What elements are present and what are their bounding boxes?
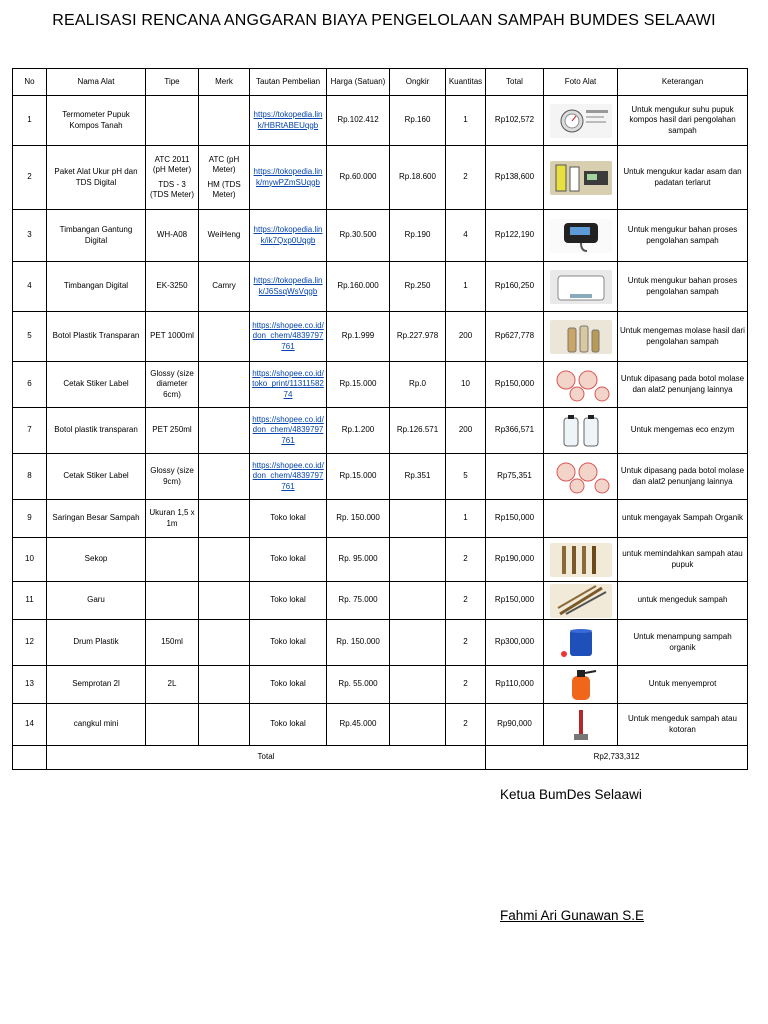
purchase-link-cell xyxy=(250,454,327,500)
item-type-text: 2L xyxy=(167,679,177,689)
item-photo xyxy=(544,362,618,408)
item-note: Untuk mengukur suhu pupuk kompos hasil dari pengolahan sampah xyxy=(618,96,748,146)
table-row xyxy=(13,96,748,146)
shipping-cost: Rp.0 xyxy=(390,362,446,408)
row-no: 3 xyxy=(13,210,47,262)
item-photo xyxy=(544,666,618,704)
item-brand-text: ATC (pH Meter) xyxy=(208,154,240,174)
row-total: Rp150,000 xyxy=(486,362,544,408)
item-brand xyxy=(199,146,250,210)
shipping-cost xyxy=(390,666,446,704)
item-type-text: ATC 2011 (pH Meter) xyxy=(152,154,192,174)
purchase-link-cell xyxy=(250,96,327,146)
purchase-link-cell xyxy=(250,500,327,538)
unit-price: Rp.45.000 xyxy=(327,704,390,746)
item-photo xyxy=(544,408,618,454)
item-brand xyxy=(199,210,250,262)
item-note: Untuk mengeduk sampah atau kotoran xyxy=(618,704,748,746)
table-row xyxy=(13,582,748,620)
row-total: Rp300,000 xyxy=(486,620,544,666)
item-note: Untuk mengukur kadar asam dan padatan terlarut xyxy=(618,146,748,210)
purchase-link-cell xyxy=(250,210,327,262)
item-name: Semprotan 2l xyxy=(47,666,146,704)
row-total: Rp627,778 xyxy=(486,312,544,362)
purchase-store-text: Toko lokal xyxy=(270,637,306,647)
hangscale-photo xyxy=(546,219,615,253)
item-type xyxy=(146,408,199,454)
sticker-photo xyxy=(546,368,615,402)
item-type-text: WH-A08 xyxy=(156,230,188,240)
purchase-link[interactable]: https://tokopedia.link/J6SsqWsVqgb xyxy=(253,276,323,296)
purchase-store-text: Toko lokal xyxy=(270,513,306,523)
row-no: 4 xyxy=(13,262,47,312)
item-photo xyxy=(544,96,618,146)
shipping-cost: Rp.126.571 xyxy=(390,408,446,454)
item-type xyxy=(146,146,199,210)
signature-name: Fahmi Ari Gunawan S.E xyxy=(500,908,645,923)
purchase-link[interactable]: https://tokopedia.link/mywPZmSUqgb xyxy=(253,167,323,187)
row-total: Rp122,190 xyxy=(486,210,544,262)
item-photo xyxy=(544,538,618,582)
unit-price: Rp.15.000 xyxy=(327,362,390,408)
purchase-link-cell xyxy=(250,620,327,666)
item-note: Untuk mengemas eco enzym xyxy=(618,408,748,454)
item-type xyxy=(146,312,199,362)
row-no: 5 xyxy=(13,312,47,362)
purchase-store-text: Toko lokal xyxy=(270,679,306,689)
item-type-text: PET 250ml xyxy=(152,425,192,435)
table-row xyxy=(13,362,748,408)
row-no: 6 xyxy=(13,362,47,408)
header-col-no: No xyxy=(13,69,47,96)
table-row xyxy=(13,704,748,746)
item-note: untuk mengeduk sampah xyxy=(618,582,748,620)
item-type xyxy=(146,454,199,500)
item-brand xyxy=(199,666,250,704)
header-col-total: Total xyxy=(486,69,544,96)
item-photo xyxy=(544,582,618,620)
row-total: Rp190,000 xyxy=(486,538,544,582)
bottle2-photo xyxy=(546,414,615,448)
shipping-cost xyxy=(390,620,446,666)
item-type xyxy=(146,666,199,704)
item-brand-text-2: HM (TDS Meter) xyxy=(207,179,241,199)
purchase-link-cell xyxy=(250,408,327,454)
item-photo xyxy=(544,146,618,210)
unit-price: Rp.1.999 xyxy=(327,312,390,362)
item-name: Cetak Stiker Label xyxy=(47,362,146,408)
row-no: 7 xyxy=(13,408,47,454)
item-type xyxy=(146,210,199,262)
item-type-text: Glossy (size diameter 6cm) xyxy=(150,368,194,399)
header-col-tautan: Tautan Pembelian xyxy=(250,69,327,96)
table-row xyxy=(13,620,748,666)
table-row xyxy=(13,500,748,538)
purchase-link-cell xyxy=(250,704,327,746)
item-type-text: PET 1000ml xyxy=(150,331,194,341)
purchase-link-cell xyxy=(250,146,327,210)
unit-price: Rp. 150.000 xyxy=(327,620,390,666)
purchase-link-cell xyxy=(250,362,327,408)
item-type xyxy=(146,96,199,146)
item-brand-text: WeiHeng xyxy=(207,230,241,240)
row-no: 13 xyxy=(13,666,47,704)
item-name: Botol Plastik Transparan xyxy=(47,312,146,362)
quantity: 1 xyxy=(446,96,486,146)
row-no: 12 xyxy=(13,620,47,666)
table-row xyxy=(13,666,748,704)
unit-price: Rp.102.412 xyxy=(327,96,390,146)
item-type xyxy=(146,362,199,408)
item-photo xyxy=(544,454,618,500)
table-row xyxy=(13,538,748,582)
item-brand xyxy=(199,362,250,408)
shipping-cost: Rp.18.600 xyxy=(390,146,446,210)
budget-table xyxy=(12,68,748,770)
purchase-link-cell xyxy=(250,666,327,704)
table-row xyxy=(13,454,748,500)
item-type-text: Ukuran 1,5 x 1m xyxy=(149,508,195,528)
shipping-cost: Rp.160 xyxy=(390,96,446,146)
row-total: Rp75,351 xyxy=(486,454,544,500)
quantity: 2 xyxy=(446,666,486,704)
item-name: Garu xyxy=(47,582,146,620)
purchase-store-text: Toko lokal xyxy=(270,719,306,729)
item-photo xyxy=(544,620,618,666)
row-no: 9 xyxy=(13,500,47,538)
item-photo xyxy=(544,704,618,746)
item-note: untuk memindahkan sampah atau pupuk xyxy=(618,538,748,582)
unit-price: Rp.160.000 xyxy=(327,262,390,312)
item-name: Timbangan Gantung Digital xyxy=(47,210,146,262)
row-no: 8 xyxy=(13,454,47,500)
header-col-ongkir: Ongkir xyxy=(390,69,446,96)
item-photo xyxy=(544,500,618,538)
item-brand xyxy=(199,500,250,538)
row-total: Rp160,250 xyxy=(486,262,544,312)
item-name: Drum Plastik xyxy=(47,620,146,666)
item-brand xyxy=(199,454,250,500)
row-total: Rp366,571 xyxy=(486,408,544,454)
quantity: 2 xyxy=(446,538,486,582)
purchase-link[interactable]: https://tokopedia.link/HBRtABEUqgb xyxy=(253,110,323,130)
header-col-nama-alat: Nama Alat xyxy=(47,69,146,96)
item-type-text: EK-3250 xyxy=(156,281,188,291)
item-brand xyxy=(199,620,250,666)
item-brand xyxy=(199,538,250,582)
row-total: Rp150,000 xyxy=(486,582,544,620)
signature-title: Ketua BumDes Selaawi xyxy=(500,787,642,802)
unit-price: Rp. 150.000 xyxy=(327,500,390,538)
total-label: Total xyxy=(47,746,486,770)
row-no: 1 xyxy=(13,96,47,146)
row-no: 10 xyxy=(13,538,47,582)
item-brand xyxy=(199,262,250,312)
item-brand xyxy=(199,312,250,362)
item-note: Untuk mengukur bahan proses pengolahan sampah xyxy=(618,210,748,262)
item-brand-text: Camry xyxy=(212,281,236,291)
quantity: 200 xyxy=(446,408,486,454)
item-name: Saringan Besar Sampah xyxy=(47,500,146,538)
quantity: 5 xyxy=(446,454,486,500)
drum-photo xyxy=(546,626,615,660)
hoe-photo xyxy=(546,708,615,742)
table-row xyxy=(13,312,748,362)
unit-price: Rp. 55.000 xyxy=(327,666,390,704)
purchase-store-text: Toko lokal xyxy=(270,554,306,564)
item-name: Cetak Stiker Label xyxy=(47,454,146,500)
item-brand xyxy=(199,704,250,746)
quantity: 2 xyxy=(446,582,486,620)
purchase-link[interactable]: https://shopee.co.id/don_chem/4839797761 xyxy=(252,414,324,445)
item-name: Paket Alat Ukur pH dan TDS Digital xyxy=(47,146,146,210)
item-note: Untuk dipasang pada botol molase dan alat2 penunjang lainnya xyxy=(618,454,748,500)
item-name: Termometer Pupuk Kompos Tanah xyxy=(47,96,146,146)
item-name: cangkul mini xyxy=(47,704,146,746)
row-total: Rp110,000 xyxy=(486,666,544,704)
shipping-cost xyxy=(390,582,446,620)
header-col-kuantitas: Kuantitas xyxy=(446,69,486,96)
item-type-text: Glossy (size 9cm) xyxy=(150,466,194,486)
row-total: Rp138,600 xyxy=(486,146,544,210)
purchase-link-cell xyxy=(250,538,327,582)
item-note: Untuk mengemas molase hasil dari pengolahan sampah xyxy=(618,312,748,362)
item-type xyxy=(146,704,199,746)
purchase-store-text: Toko lokal xyxy=(270,595,306,605)
item-photo xyxy=(544,262,618,312)
purchase-link[interactable]: https://tokopedia.link/ik7Qxp0Uqgb xyxy=(253,225,323,245)
item-type-text: 150ml xyxy=(161,637,183,647)
item-type xyxy=(146,500,199,538)
table-header-row xyxy=(13,69,748,96)
table-row xyxy=(13,210,748,262)
shipping-cost xyxy=(390,500,446,538)
shipping-cost: Rp.250 xyxy=(390,262,446,312)
item-brand xyxy=(199,582,250,620)
shipping-cost: Rp.351 xyxy=(390,454,446,500)
shovel-photo xyxy=(546,543,615,577)
item-note: Untuk mengukur bahan proses pengolahan sampah xyxy=(618,262,748,312)
item-type xyxy=(146,620,199,666)
unit-price: Rp.60.000 xyxy=(327,146,390,210)
thermometer-photo xyxy=(546,104,615,138)
header-col-foto: Foto Alat xyxy=(544,69,618,96)
row-no: 2 xyxy=(13,146,47,210)
rake-photo xyxy=(546,584,615,618)
grand-total: Rp2,733,312 xyxy=(486,746,748,770)
item-type xyxy=(146,538,199,582)
row-total: Rp150,000 xyxy=(486,500,544,538)
item-type xyxy=(146,582,199,620)
quantity: 4 xyxy=(446,210,486,262)
phmeter-photo xyxy=(546,161,615,195)
quantity: 10 xyxy=(446,362,486,408)
purchase-link-cell xyxy=(250,582,327,620)
quantity: 2 xyxy=(446,146,486,210)
row-total: Rp102,572 xyxy=(486,96,544,146)
item-name: Botol plastik transparan xyxy=(47,408,146,454)
scale-photo xyxy=(546,270,615,304)
table-row xyxy=(13,262,748,312)
quantity: 200 xyxy=(446,312,486,362)
shipping-cost: Rp.190 xyxy=(390,210,446,262)
quantity: 2 xyxy=(446,620,486,666)
item-brand xyxy=(199,408,250,454)
row-total: Rp90,000 xyxy=(486,704,544,746)
shipping-cost xyxy=(390,538,446,582)
purchase-link-cell xyxy=(250,262,327,312)
unit-price: Rp.15.000 xyxy=(327,454,390,500)
item-type-text-2: TDS - 3 (TDS Meter) xyxy=(150,179,194,199)
item-type xyxy=(146,262,199,312)
total-row xyxy=(13,746,748,770)
unit-price: Rp.30.500 xyxy=(327,210,390,262)
purchase-link-cell xyxy=(250,312,327,362)
item-photo xyxy=(544,210,618,262)
bottle1-photo xyxy=(546,320,615,354)
row-no: 11 xyxy=(13,582,47,620)
item-photo xyxy=(544,312,618,362)
item-name: Sekop xyxy=(47,538,146,582)
purchase-link[interactable]: https://shopee.co.id/don_chem/4839797761 xyxy=(252,320,324,351)
quantity: 1 xyxy=(446,262,486,312)
item-note: Untuk dipasang pada botol molase dan alat2 penunjang lainnya xyxy=(618,362,748,408)
item-name: Timbangan Digital xyxy=(47,262,146,312)
unit-price: Rp. 75.000 xyxy=(327,582,390,620)
shipping-cost xyxy=(390,704,446,746)
shipping-cost: Rp.227.978 xyxy=(390,312,446,362)
quantity: 2 xyxy=(446,704,486,746)
sprayer-photo xyxy=(546,668,615,702)
header-col-tipe: Tipe xyxy=(146,69,199,96)
document-title: REALISASI RENCANA ANGGARAN BIAYA PENGELOLAAN SAMPAH BUMDES SELAAWI xyxy=(52,12,716,29)
quantity: 1 xyxy=(446,500,486,538)
table-row xyxy=(13,146,748,210)
table-row xyxy=(13,408,748,454)
total-spacer xyxy=(13,746,47,770)
header-col-merk: Merk xyxy=(199,69,250,96)
item-brand xyxy=(199,96,250,146)
item-note: Untuk menyemprot xyxy=(618,666,748,704)
unit-price: Rp.1.200 xyxy=(327,408,390,454)
header-col-harga: Harga (Satuan) xyxy=(327,69,390,96)
unit-price: Rp. 95.000 xyxy=(327,538,390,582)
row-no: 14 xyxy=(13,704,47,746)
item-note: Untuk menampung sampah organik xyxy=(618,620,748,666)
purchase-link[interactable]: https://shopee.co.id/toko_print/1131158274 xyxy=(252,368,324,399)
purchase-link[interactable]: https://shopee.co.id/don_chem/4839797761 xyxy=(252,460,324,491)
header-col-keterangan: Keterangan xyxy=(618,69,748,96)
item-note: untuk mengayak Sampah Organik xyxy=(618,500,748,538)
sticker-photo xyxy=(546,460,615,494)
